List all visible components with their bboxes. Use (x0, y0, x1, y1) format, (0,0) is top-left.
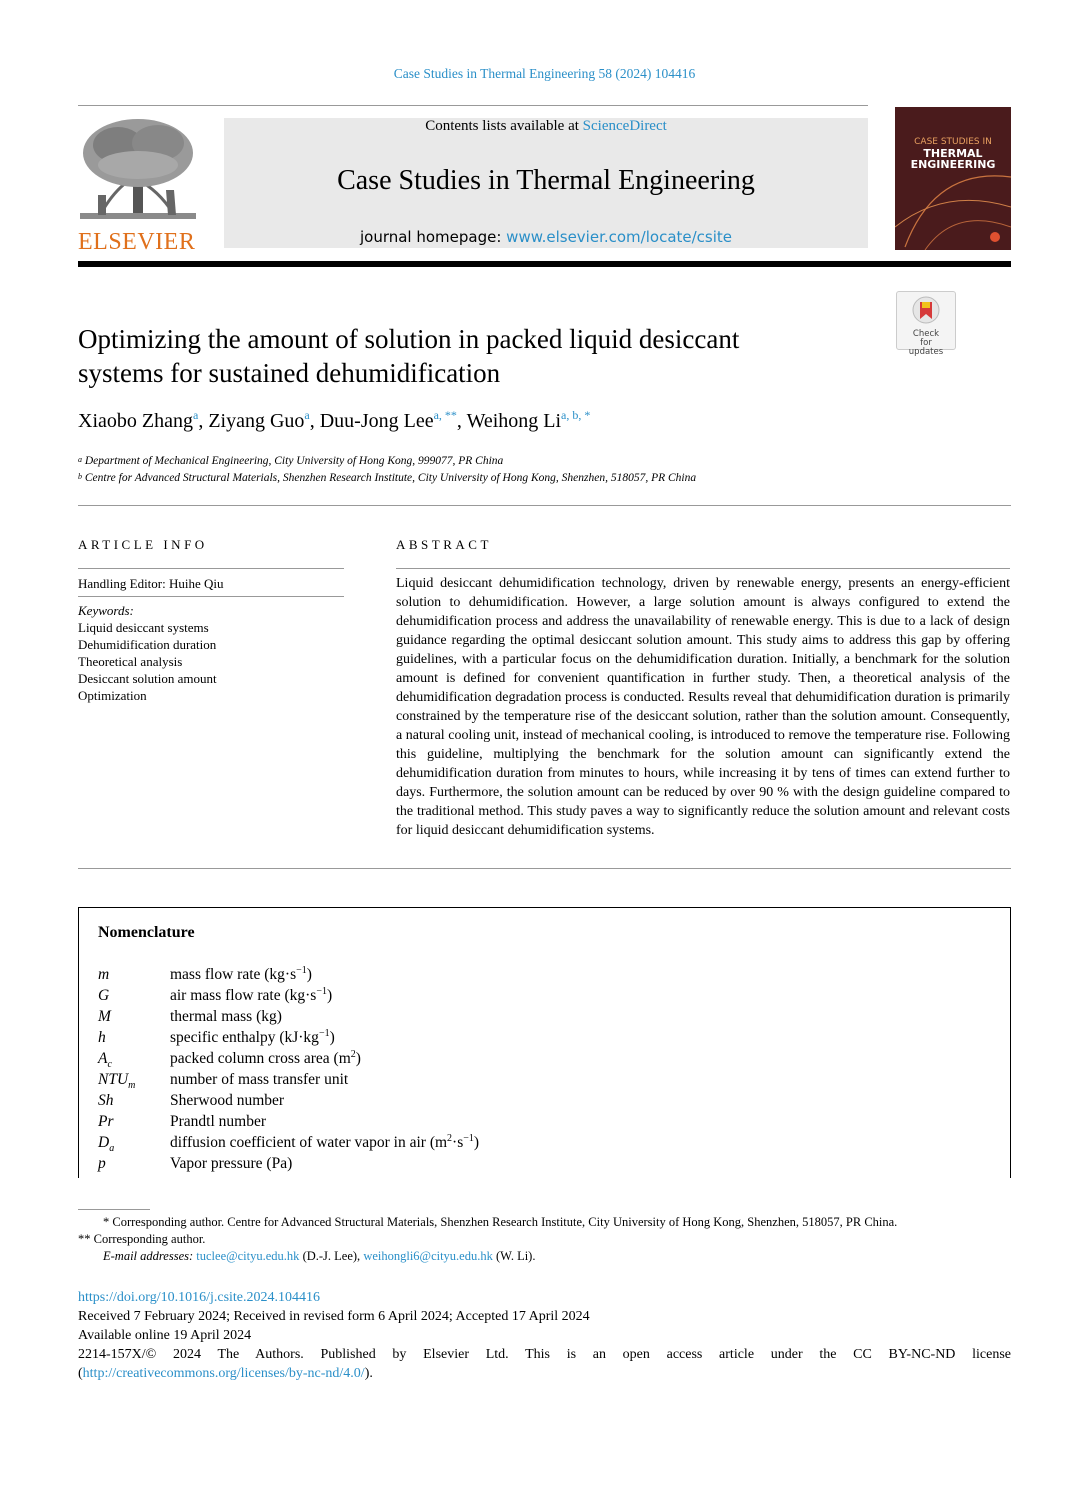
nomenclature-description: Prandtl number (170, 1113, 266, 1130)
nomenclature-symbol: G (98, 987, 110, 1004)
homepage-prefix: journal homepage: (359, 228, 507, 246)
publisher-name: ELSEVIER (78, 229, 196, 255)
nomenclature-description: air mass flow rate $(kg\cdot s^{-1})$ (170, 986, 333, 1004)
article-info-rule (78, 568, 344, 569)
nomenclature-description: packed column cross area $(m^2)$ (170, 1049, 361, 1067)
affiliation-mark: b (78, 472, 82, 481)
abstract-rule (396, 568, 1010, 569)
affiliation-text: Department of Mechanical Engineering, City University of Hong Kong, 999077, PR China (84, 455, 504, 467)
elsevier-tree-icon (78, 115, 198, 223)
keyword-item: Liquid desiccant systems (78, 620, 209, 635)
nomenclature-symbol: m (98, 966, 110, 983)
cover-title-1: CASE STUDIES IN (914, 137, 992, 147)
author-name[interactable]: Ziyang Guo (208, 410, 305, 432)
title-line-1: Optimizing the amount of solution in packed liquid desiccant (78, 324, 740, 354)
nomenclature-symbol: p (98, 1155, 106, 1172)
article-info-heading: ARTICLE INFO (78, 537, 208, 552)
check-updates-label: Check for updates (908, 329, 944, 357)
author-name[interactable]: Duu-Jong Lee (319, 410, 434, 432)
footnote-rule (78, 1209, 150, 1210)
nomenclature-symbol: M (98, 1008, 111, 1025)
author-affiliation-mark[interactable]: a, ** (433, 408, 457, 422)
affiliation-a (78, 455, 503, 467)
author-affiliation-mark[interactable]: a, b, * (561, 408, 591, 422)
elsevier-logo (78, 115, 198, 255)
nomenclature-symbol: $NTU_m$ (98, 1071, 136, 1092)
contents-prefix: Contents lists available at (425, 118, 583, 134)
homepage-link[interactable]: www.elsevier.com/locate/csite (506, 228, 733, 246)
affiliation-rule (78, 505, 1011, 506)
email-label: E-mail addresses: (103, 1249, 197, 1263)
keyword-item: Dehumidification duration (78, 637, 217, 652)
license-paren: ). (364, 1366, 373, 1381)
keywords-block (78, 602, 217, 704)
license-statement: 2214-157X/© 2024 The Authors. Published by Elsevier Ltd. This is an open access article under the CC BY-NC-ND license (78, 1347, 1011, 1362)
abstract-text: Liquid desiccant dehumidification technology, driven by renewable energy, presents an energy-efficient solution to dehumidification. However, a large solution amount is always configured to extend the dehumidification process and address the unavailability of renewable energy. This is due to a lack of design guidance regarding the optimal desiccant solution amount. This study aims to address this gap by offering guidelines, with a particular focus on the dehumidification duration. Initially, a benchmark for the solution amount is defined for convenient quantification in further study. Then, a theoretical analysis of the dehumidification degradation process is conducted. Results reveal that dehumidification duration is primarily constrained by the temperature rise of the desiccant solution, rather than the solution amount. Consequently, a natural cooling unit, instead of mechanical cooling, is introduced to remove the temperature rise. Following this guideline, multiplying the benchmark for the solution amount can significantly extend the dehumidification duration from minutes to hours, while increasing it by tens of times can extend further to days. Furthermore, the solution amount can be reduced by over 90 % with the design guideline compared to the traditional method. This study paves a way to significantly reduce the solution amount and relevant costs for liquid desiccant dehumidification systems. (396, 576, 1010, 838)
check-for-updates-badge[interactable] (896, 291, 956, 357)
license-paren: ( (78, 1366, 83, 1381)
homepage-line (224, 228, 868, 246)
cover-title-2: THERMAL (923, 147, 983, 160)
sciencedirect-link[interactable]: ScienceDirect (582, 118, 667, 134)
affiliation-mark: a (78, 455, 82, 464)
keywords-rule (78, 596, 344, 597)
nomenclature-description: number of mass transfer unit (170, 1071, 349, 1088)
author-name[interactable]: Xiaobo Zhang (78, 410, 193, 432)
cover-art-icon (895, 107, 1011, 250)
abstract-bottom-rule (78, 868, 1011, 869)
author-affiliation-mark[interactable]: a (304, 408, 310, 422)
top-rule (78, 105, 868, 106)
header-thick-rule (78, 261, 1011, 267)
keyword-item: Desiccant solution amount (78, 671, 217, 686)
available-online: Available online 19 April 2024 (78, 1328, 252, 1343)
nomenclature-symbol: $D_a$ (98, 1134, 115, 1155)
email-link[interactable]: weihongli6@cityu.edu.hk (363, 1249, 493, 1263)
journal-reference[interactable]: Case Studies in Thermal Engineering 58 (2024) 104416 (393, 66, 696, 81)
journal-title: Case Studies in Thermal Engineering (337, 165, 755, 196)
bookmark-icon (911, 295, 941, 325)
email-owner: (D.-J. Lee), (299, 1249, 364, 1263)
email-link[interactable]: tuclee@cityu.edu.hk (196, 1249, 300, 1263)
affiliation-text: Centre for Advanced Structural Materials, Shenzhen Research Institute, City University of Hong Kong, Shenzhen, 518057, PR China (84, 472, 697, 484)
paper-title (78, 322, 858, 390)
keyword-item: Theoretical analysis (78, 654, 183, 669)
nomenclature-symbol: h (98, 1029, 106, 1046)
corresponding-author-note-2: ** Corresponding author. (78, 1232, 206, 1246)
nomenclature-heading: Nomenclature (98, 924, 195, 941)
nomenclature-description: diffusion coefficient of water vapor in air $(m^2\cdot s^{-1})$ (170, 1133, 480, 1151)
affiliation-b (78, 472, 696, 484)
journal-cover[interactable] (895, 107, 1011, 250)
nomenclature-description: thermal mass (kg) (170, 1008, 282, 1025)
keywords-label: Keywords: (78, 603, 134, 618)
nomenclature-description: mass flow rate $(kg\cdot s^{-1})$ (170, 965, 312, 983)
nomenclature-description: Vapor pressure (Pa) (170, 1155, 293, 1172)
license-url-line (78, 1366, 373, 1382)
abstract-heading: ABSTRACT (396, 537, 492, 552)
email-owner: (W. Li). (492, 1249, 536, 1263)
author-name[interactable]: Weihong Li (466, 410, 562, 432)
contents-line (224, 118, 868, 135)
handling-editor: Handling Editor: Huihe Qiu (78, 576, 224, 591)
nomenclature-symbol: $A_c$ (98, 1050, 112, 1071)
cover-title-3: ENGINEERING (910, 158, 996, 171)
corresponding-author-note-1: * Corresponding author. Centre for Advanced Structural Materials, Shenzhen Research Institute, City University of Hong Kong, Shenzhen, 518057, PR China. (103, 1215, 898, 1229)
keyword-item: Optimization (78, 688, 147, 703)
nomenclature-symbol: Pr (98, 1113, 114, 1130)
nomenclature-description: specific enthalpy $(kJ\cdot kg^{-1})$ (170, 1028, 335, 1046)
doi-link[interactable]: https://doi.org/10.1016/j.csite.2024.104416 (78, 1290, 321, 1305)
nomenclature-symbol: Sh (98, 1092, 114, 1109)
license-link[interactable]: http://creativecommons.org/licenses/by-nc-nd/4.0/ (82, 1366, 365, 1381)
author-affiliation-mark[interactable]: a (192, 408, 199, 422)
nomenclature-description: Sherwood number (170, 1092, 285, 1109)
title-line-2: systems for sustained dehumidification (78, 358, 501, 388)
received-dates: Received 7 February 2024; Received in revised form 6 April 2024; Accepted 17 April 2024 (78, 1309, 590, 1324)
author-list: Xiaobo Zhang$^a$, Ziyang Guo$^a$, Duu-Jong Lee$^{a, **}$, Weihong $Li^{a, b, *}$ (78, 408, 591, 432)
email-addresses (103, 1249, 535, 1264)
